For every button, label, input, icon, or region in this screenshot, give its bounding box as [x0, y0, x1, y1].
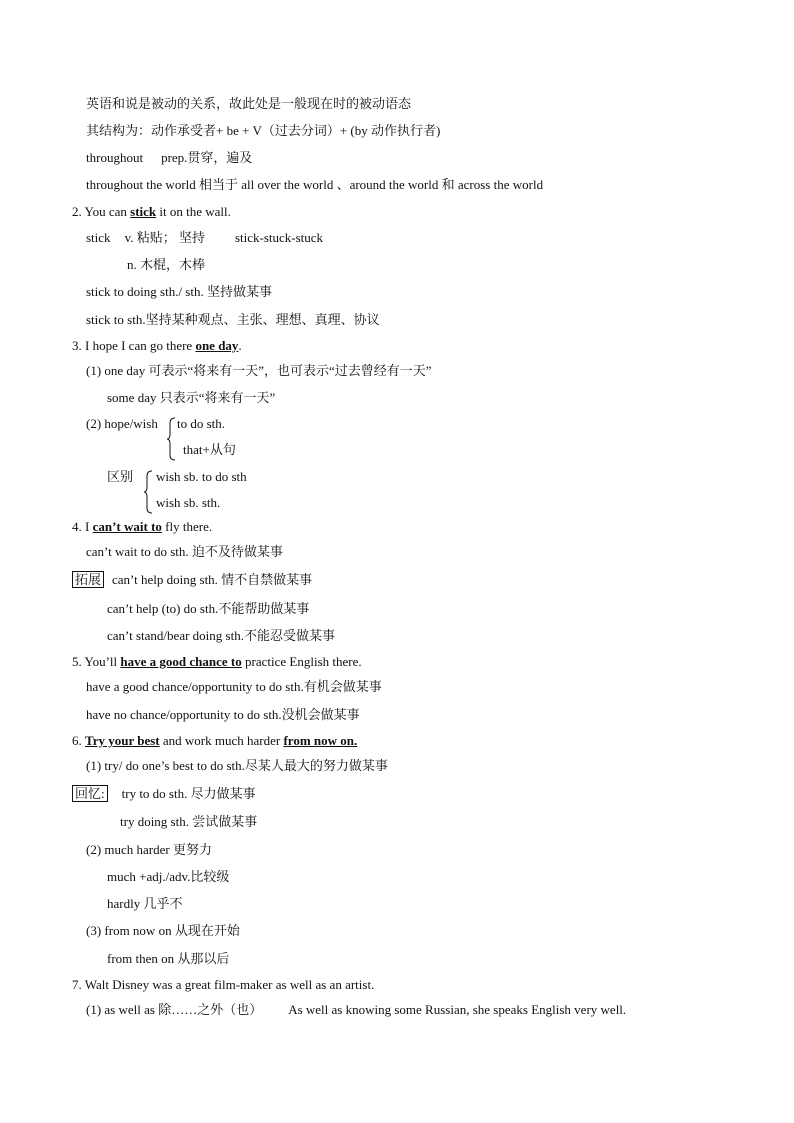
key-phrase: from now on.	[283, 733, 358, 748]
key-phrase: have a good chance to	[120, 654, 242, 669]
example-sentence	[72, 732, 357, 750]
term: throughout	[86, 150, 144, 165]
sentence-part: and work much harder	[159, 733, 284, 748]
brace-icon	[166, 417, 176, 461]
definition: prep.贯穿，遍及	[161, 150, 253, 165]
text-line: can’t wait to do sth. 迫不及待做某事	[86, 544, 283, 559]
text-line	[72, 571, 312, 589]
key-phrase: one day	[195, 338, 239, 353]
phrase: can’t help doing sth. 情不自禁做某事	[112, 572, 313, 587]
sentence-part: fly there.	[161, 519, 213, 534]
text-line: stick to doing sth./ sth. 坚持做某事	[86, 284, 272, 299]
sentence-part: 2. You can	[72, 204, 131, 219]
text-line: 英语和说是被动的关系，故此处是一般现在时的被动语态	[86, 96, 412, 111]
sentence-part: 6.	[72, 733, 85, 748]
text-line: (2) hope/wish	[86, 416, 158, 431]
text-line: 其结构为：动作承受者+ be + V（过去分词）+ (by 动作执行者)	[86, 123, 441, 138]
text-line: 区别	[107, 469, 134, 484]
sentence-part: 5. You’ll	[72, 654, 121, 669]
example-sentence: 7. Walt Disney was a great film-maker as well as an artist.	[72, 977, 375, 992]
text-line: hardly 几乎不	[107, 896, 183, 911]
text-line	[86, 149, 252, 167]
text-line	[86, 1001, 626, 1019]
text-line: (1) one day 可表示“将来有一天”，也可表示“过去曾经有一天”	[86, 363, 432, 378]
review-label: 回忆:	[72, 785, 108, 802]
text-line: that+从句	[183, 442, 236, 457]
text-line: throughout the world 相当于 all over the world 、around the world 和 across the world	[86, 177, 544, 192]
example: As well as knowing some Russian, she speaks English very well.	[288, 1002, 627, 1017]
sentence-part: .	[238, 338, 242, 353]
text-line: have a good chance/opportunity to do sth.有机会做某事	[86, 679, 382, 694]
text-line: to do sth.	[177, 416, 226, 431]
verb-forms: stick-stuck-stuck	[234, 230, 324, 245]
brace-icon	[143, 470, 153, 514]
text-line: (1) try/ do one’s best to do sth.尽某人最大的努力做某事	[86, 758, 388, 773]
text-line: n. 木棍，木棒	[127, 257, 206, 272]
phrase: (1) as well as 除……之外（也）	[86, 1002, 263, 1017]
sentence-part: it on the wall.	[156, 204, 231, 219]
text-line: some day 只表示“将来有一天”	[107, 390, 276, 405]
text-line: can’t help (to) do sth.不能帮助做某事	[107, 601, 310, 616]
sentence-part: practice English there.	[241, 654, 362, 669]
example-sentence	[72, 653, 362, 671]
text-line: (2) much harder 更努力	[86, 842, 212, 857]
extension-label: 拓展	[72, 571, 104, 588]
example-sentence	[72, 203, 231, 221]
text-line: stick to sth.坚持某种观点、主张、理想、真理、协议	[86, 312, 380, 327]
text-line	[72, 785, 256, 803]
text-line: wish sb. sth.	[156, 495, 221, 510]
text-line: from then on 从那以后	[107, 951, 230, 966]
phrase: try to do sth. 尽力做某事	[121, 786, 256, 801]
text-line: try doing sth. 尝试做某事	[120, 814, 258, 829]
text-line: (3) from now on 从现在开始	[86, 923, 240, 938]
key-phrase: stick	[130, 204, 157, 219]
text-line: have no chance/opportunity to do sth.没机会做某事	[86, 707, 360, 722]
sentence-part: 3. I hope I can go there	[72, 338, 196, 353]
key-phrase: can’t wait to	[92, 519, 162, 534]
term: stick	[86, 230, 111, 245]
example-sentence	[72, 337, 242, 355]
definition: v. 粘贴； 坚持	[124, 230, 205, 245]
text-line	[86, 229, 323, 247]
sentence-part: 4. I	[72, 519, 93, 534]
text-line: wish sb. to do sth	[156, 469, 247, 484]
text-line: can’t stand/bear doing sth.不能忍受做某事	[107, 628, 335, 643]
text-line: much +adj./adv.比较级	[107, 869, 230, 884]
example-sentence	[72, 518, 212, 536]
key-phrase: Try your best	[85, 733, 160, 748]
